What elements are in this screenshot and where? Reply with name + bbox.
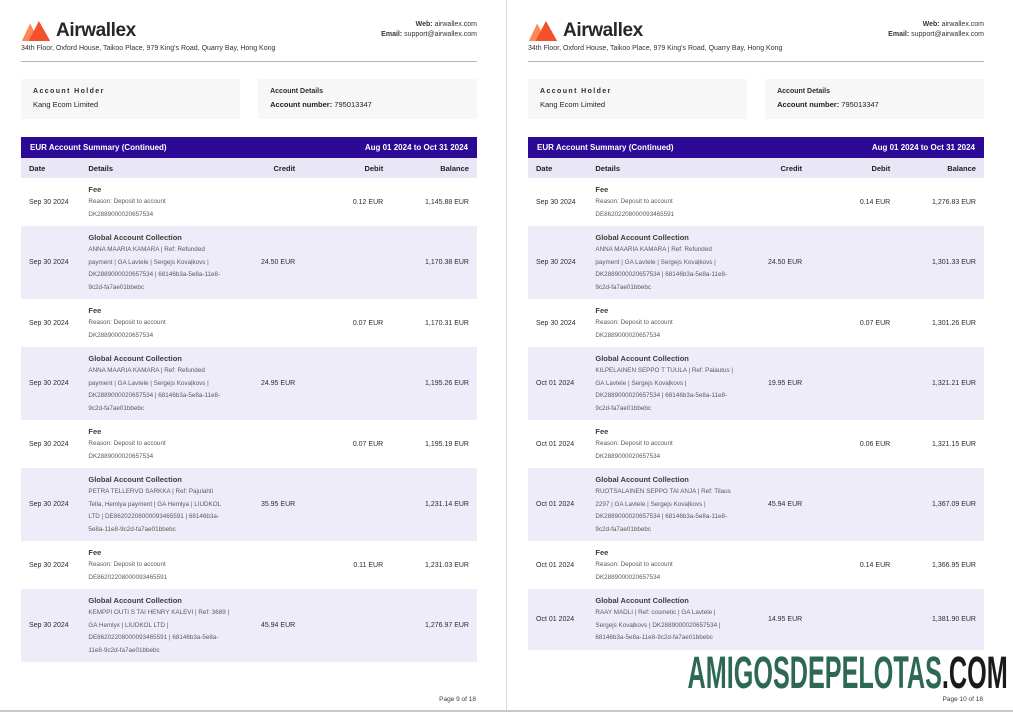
transaction-detail-line: DK2889000020657534 <box>595 452 661 460</box>
transaction-table-body <box>21 178 477 662</box>
contact-info <box>888 20 984 40</box>
transaction-details <box>595 299 758 347</box>
col-balance: Balance <box>440 163 469 173</box>
page-header <box>21 20 477 42</box>
account-holder-name: Kang Ecom Limited <box>33 100 99 109</box>
transaction-detail-line: 9c2d-fa7ae01bbebc <box>595 525 652 533</box>
balance-amount: 1,170.31 EUR <box>425 319 469 327</box>
transaction-details <box>595 347 758 420</box>
transaction-date: Sep 30 2024 <box>29 259 69 266</box>
transaction-detail-line: LTD | DE86202208000093465591 | 68146b3a- <box>88 513 219 520</box>
balance-amount: 1,366.95 EUR <box>932 561 976 569</box>
transaction-detail-line: ANNA MAARIA KAMARA | Ref: Refunded <box>88 246 205 253</box>
contact-info <box>381 20 477 40</box>
credit-amount: 45.94 EUR <box>260 622 296 629</box>
debit-amount: 0.07 EUR <box>352 440 384 448</box>
balance-amount: 1,367.09 EUR <box>932 501 976 508</box>
transaction-detail-line: DK2889000020657534 <box>595 331 661 339</box>
transaction-detail-line: ANNA MAARIA KAMARA | Ref: Refunded <box>595 246 712 253</box>
transaction-detail-line: DE86202208000093465591 <box>595 210 675 218</box>
transaction-details <box>88 178 251 226</box>
account-number-value: 795013347 <box>841 100 879 109</box>
email-value: support@airwallex.com <box>911 31 984 38</box>
transaction-type: Global Account Collection <box>595 596 689 605</box>
transaction-detail-line: DK2889000020657534 <box>88 210 154 218</box>
balance-amount: 1,381.90 EUR <box>932 615 976 623</box>
transaction-detail-line: payment | GA Lavtele | Sergejs Kovaļkovs | <box>595 258 716 266</box>
table-row <box>21 420 477 468</box>
debit-amount: 0.07 EUR <box>859 319 891 327</box>
account-holder-label: Account Holder <box>33 88 105 95</box>
transaction-date: Sep 30 2024 <box>29 501 69 508</box>
table-row <box>21 541 477 589</box>
transaction-date: Oct 01 2024 <box>536 440 575 448</box>
transaction-detail-line: KEMPPI OUTI S TAI HENRY KALEVI | Ref: 3689 | <box>88 609 230 616</box>
balance-amount: 1,301.26 EUR <box>932 319 976 327</box>
col-date: Date <box>29 163 46 173</box>
transaction-detail-line: DK2889000020657534 | 68146b3a-5e8a-11e8- <box>595 271 728 278</box>
account-info-row <box>528 79 984 119</box>
transaction-detail-line: 5e8a-11e8-9c2d-fa7ae01bbebc <box>88 525 176 533</box>
transaction-detail-line: GA Hemlyx | LIUDKOL LTD | <box>88 621 169 629</box>
table-row <box>528 589 984 650</box>
account-details-label: Account Details <box>777 88 831 95</box>
table-header <box>528 158 984 178</box>
email-value: support@airwallex.com <box>404 31 477 38</box>
balance-amount: 1,321.15 EUR <box>932 440 976 448</box>
transaction-details <box>88 589 251 662</box>
transaction-details <box>88 541 251 589</box>
transaction-detail-line: 9c2d-fa7ae01bbebc <box>595 283 652 291</box>
col-balance: Balance <box>947 163 976 173</box>
table-row <box>21 178 477 226</box>
balance-amount: 1,231.14 EUR <box>425 501 469 508</box>
transaction-type: Global Account Collection <box>595 475 689 484</box>
transaction-detail-line: DK2889000020657534 | 68146b3a-5e8a-11e8- <box>595 392 728 399</box>
transaction-date: Sep 30 2024 <box>29 440 69 448</box>
transaction-table-body <box>528 178 984 650</box>
transaction-details <box>88 420 251 468</box>
watermark-text: AMIGOSDEPELOTAS <box>687 647 943 698</box>
transaction-type: Fee <box>595 306 609 315</box>
balance-amount: 1,170.38 EUR <box>425 259 469 266</box>
table-row <box>528 468 984 541</box>
col-details: Details <box>88 163 113 173</box>
balance-amount: 1,276.97 EUR <box>425 622 469 629</box>
table-row <box>21 589 477 662</box>
transaction-date: Sep 30 2024 <box>29 198 69 206</box>
account-info-row <box>21 79 477 119</box>
account-holder-label: Account Holder <box>540 88 612 95</box>
transaction-date: Oct 01 2024 <box>536 561 575 569</box>
credit-amount: 35.95 EUR <box>260 501 296 508</box>
transaction-detail-line: 2297 | GA Lavtele | Sergejs Kovaļkovs | <box>595 500 706 508</box>
account-details-label: Account Details <box>270 88 324 95</box>
company-address: 34th Floor, Oxford House, Taikoo Place, 979 King's Road, Quarry Bay, Hong Kong <box>528 45 783 52</box>
transaction-detail-line: DK2889000020657534 <box>595 573 661 581</box>
credit-amount: 45.94 EUR <box>767 501 803 508</box>
account-number-value: 795013347 <box>334 100 372 109</box>
transaction-date: Oct 01 2024 <box>536 501 575 508</box>
transaction-date: Oct 01 2024 <box>536 615 575 623</box>
account-number-label: Account number: <box>777 100 840 109</box>
transaction-details <box>595 541 758 589</box>
transaction-detail-line: 9c2d-fa7ae01bbebc <box>88 404 145 412</box>
debit-amount: 0.11 EUR <box>353 561 384 569</box>
summary-banner <box>528 137 984 158</box>
summary-period: Aug 01 2024 to Oct 31 2024 <box>871 143 975 152</box>
balance-amount: 1,231.03 EUR <box>425 561 469 569</box>
email-label: Email: <box>381 31 403 38</box>
balance-amount: 1,195.19 EUR <box>425 440 469 448</box>
transaction-detail-line: Reason: Deposit to account <box>88 319 166 326</box>
transaction-detail-line: payment | GA Lavtele | Sergejs Kovaļkovs | <box>88 258 209 266</box>
balance-amount: 1,301.33 EUR <box>932 259 976 266</box>
transaction-detail-line: GA Lavtele | Sergejs Kovaļkovs | <box>595 379 687 387</box>
transaction-detail-line: Tella, Hemlya payment | GA Hemlya | LIUDKOL <box>88 500 222 508</box>
transaction-detail-line: 11e8-9c2d-fa7ae01bbebc <box>88 646 160 654</box>
page-number: Page 9 of 18 <box>439 696 476 703</box>
brand-name: Airwallex <box>563 20 643 41</box>
company-address: 34th Floor, Oxford House, Taikoo Place, 979 King's Road, Quarry Bay, Hong Kong <box>21 45 276 52</box>
transaction-date: Sep 30 2024 <box>536 259 576 266</box>
summary-period: Aug 01 2024 to Oct 31 2024 <box>364 143 468 152</box>
transaction-detail-line: KILPELAINEN SEPPO T TUULA | Ref: Palautus | <box>595 367 734 374</box>
transaction-detail-line: DK2889000020657534 <box>88 331 154 339</box>
table-row <box>528 347 984 420</box>
account-holder-box <box>21 79 240 119</box>
account-details-box <box>258 79 477 119</box>
airwallex-logo <box>528 20 643 42</box>
transaction-detail-line: RUOTSALAINEN SEPPO TAI ANJA | Ref: Tilaus <box>595 488 731 495</box>
transaction-date: Sep 30 2024 <box>29 319 69 327</box>
transaction-detail-line: PETRA TELLERVO SARKKA | Ref: Pajulahti <box>88 488 213 495</box>
transaction-detail-line: DK2889000020657534 | 68146b3a-5e8a-11e8- <box>88 271 221 278</box>
transaction-details <box>88 347 251 420</box>
transaction-detail-line: Reason: Deposit to account <box>88 440 166 447</box>
col-debit: Debit <box>364 163 384 173</box>
transaction-details <box>88 299 251 347</box>
transaction-details <box>595 178 758 226</box>
transaction-type: Fee <box>88 306 102 315</box>
airwallex-logo-icon <box>528 20 558 42</box>
transaction-date: Sep 30 2024 <box>536 198 576 206</box>
web-label: Web: <box>922 21 940 28</box>
credit-amount: 14.95 EUR <box>767 615 803 623</box>
transaction-detail-line: Reason: Deposit to account <box>595 440 673 447</box>
web-value: airwallex.com <box>434 21 477 28</box>
transaction-date: Sep 30 2024 <box>29 622 69 629</box>
brand-name: Airwallex <box>56 20 136 41</box>
airwallex-logo <box>21 20 136 42</box>
table-row <box>528 299 984 347</box>
debit-amount: 0.06 EUR <box>859 440 891 448</box>
transaction-details <box>595 420 758 468</box>
transaction-type: Fee <box>88 548 102 557</box>
header-divider <box>528 61 984 62</box>
balance-amount: 1,276.83 EUR <box>932 198 976 206</box>
transaction-type: Global Account Collection <box>595 354 689 363</box>
credit-amount: 24.95 EUR <box>260 380 296 387</box>
transaction-type: Fee <box>595 548 609 557</box>
credit-amount: 24.50 EUR <box>260 259 296 266</box>
transaction-date: Sep 30 2024 <box>536 319 576 327</box>
account-holder-box <box>528 79 747 119</box>
debit-amount: 0.12 EUR <box>352 198 384 206</box>
col-details: Details <box>595 163 620 173</box>
transaction-type: Fee <box>595 185 609 194</box>
table-row <box>21 468 477 541</box>
transaction-date: Sep 30 2024 <box>29 561 69 569</box>
watermark <box>687 647 1008 698</box>
transaction-detail-line: RAAY MADLI | Ref: cosmetic | GA Lavtele | <box>595 609 716 616</box>
debit-amount: 0.14 EUR <box>859 561 891 569</box>
summary-title: EUR Account Summary (Continued) <box>537 143 674 152</box>
transaction-details <box>88 468 251 541</box>
table-row <box>528 420 984 468</box>
transaction-detail-line: Reason: Deposit to account <box>88 561 166 568</box>
table-row <box>21 299 477 347</box>
transaction-detail-line: Reason: Deposit to account <box>595 561 673 568</box>
page-header <box>528 20 984 42</box>
transaction-details <box>595 468 758 541</box>
web-label: Web: <box>415 21 433 28</box>
transaction-detail-line: payment | GA Lavtele | Sergejs Kovaļkovs | <box>88 379 209 387</box>
credit-amount: 19.95 EUR <box>767 380 803 387</box>
transaction-type: Global Account Collection <box>88 596 182 605</box>
transaction-detail-line: ANNA MAARIA KAMARA | Ref: Refunded <box>88 367 205 374</box>
col-debit: Debit <box>871 163 891 173</box>
transaction-detail-line: DK2889000020657534 | 68146b3a-5e8a-11e8- <box>595 513 728 520</box>
watermark-suffix: .COM <box>942 647 1008 698</box>
transaction-detail-line: DE86202208000093465591 | 68146b3a-5e8a- <box>88 634 219 641</box>
table-row <box>528 178 984 226</box>
table-row <box>528 541 984 589</box>
transaction-detail-line: DK2889000020657534 <box>88 452 154 460</box>
transaction-type: Fee <box>88 427 102 436</box>
page-number: Page 10 of 18 <box>942 696 983 703</box>
transaction-detail-line: DK2889000020657534 | 68146b3a-5e8a-11e8- <box>88 392 221 399</box>
debit-amount: 0.07 EUR <box>352 319 384 327</box>
header-divider <box>21 61 477 62</box>
table-header <box>21 158 477 178</box>
summary-title: EUR Account Summary (Continued) <box>30 143 167 152</box>
balance-amount: 1,195.26 EUR <box>425 380 469 387</box>
transaction-detail-line: 9c2d-fa7ae01bbebc <box>88 283 145 291</box>
col-date: Date <box>536 163 553 173</box>
transaction-detail-line: Reason: Deposit to account <box>595 198 673 205</box>
transaction-type: Fee <box>595 427 609 436</box>
transaction-type: Global Account Collection <box>595 233 689 242</box>
credit-amount: 24.50 EUR <box>767 259 803 266</box>
transaction-type: Fee <box>88 185 102 194</box>
table-row <box>528 226 984 299</box>
transaction-details <box>595 226 758 299</box>
col-credit: Credit <box>780 163 803 173</box>
transaction-detail-line: DE86202208000093465591 <box>88 573 168 581</box>
transaction-date: Oct 01 2024 <box>536 380 575 387</box>
account-details-box <box>765 79 984 119</box>
account-holder-name: Kang Ecom Limited <box>540 100 606 109</box>
statement-page-right <box>506 0 1013 710</box>
account-number-label: Account number: <box>270 100 333 109</box>
col-credit: Credit <box>273 163 296 173</box>
debit-amount: 0.14 EUR <box>859 198 891 206</box>
balance-amount: 1,321.21 EUR <box>932 380 976 387</box>
transaction-detail-line: Sergejs Kovaļkovs | DK2889000020657534 | <box>595 621 721 629</box>
airwallex-logo-icon <box>21 20 51 42</box>
transaction-detail-line: Reason: Deposit to account <box>88 198 166 205</box>
statement-page-left <box>0 0 506 710</box>
table-row <box>21 226 477 299</box>
balance-amount: 1,145.88 EUR <box>425 198 469 206</box>
transaction-type: Global Account Collection <box>88 233 182 242</box>
transaction-detail-line: 68146b3a-5e8a-11e8-9c2d-fa7ae01bbebc <box>595 634 713 641</box>
summary-banner <box>21 137 477 158</box>
email-label: Email: <box>888 31 910 38</box>
transaction-detail-line: 9c2d-fa7ae01bbebc <box>595 404 652 412</box>
transaction-details <box>595 589 758 650</box>
transaction-details <box>88 226 251 299</box>
transaction-date: Sep 30 2024 <box>29 380 69 387</box>
table-row <box>21 347 477 420</box>
transaction-detail-line: Reason: Deposit to account <box>595 319 673 326</box>
transaction-type: Global Account Collection <box>88 354 182 363</box>
web-value: airwallex.com <box>941 21 984 28</box>
transaction-type: Global Account Collection <box>88 475 182 484</box>
